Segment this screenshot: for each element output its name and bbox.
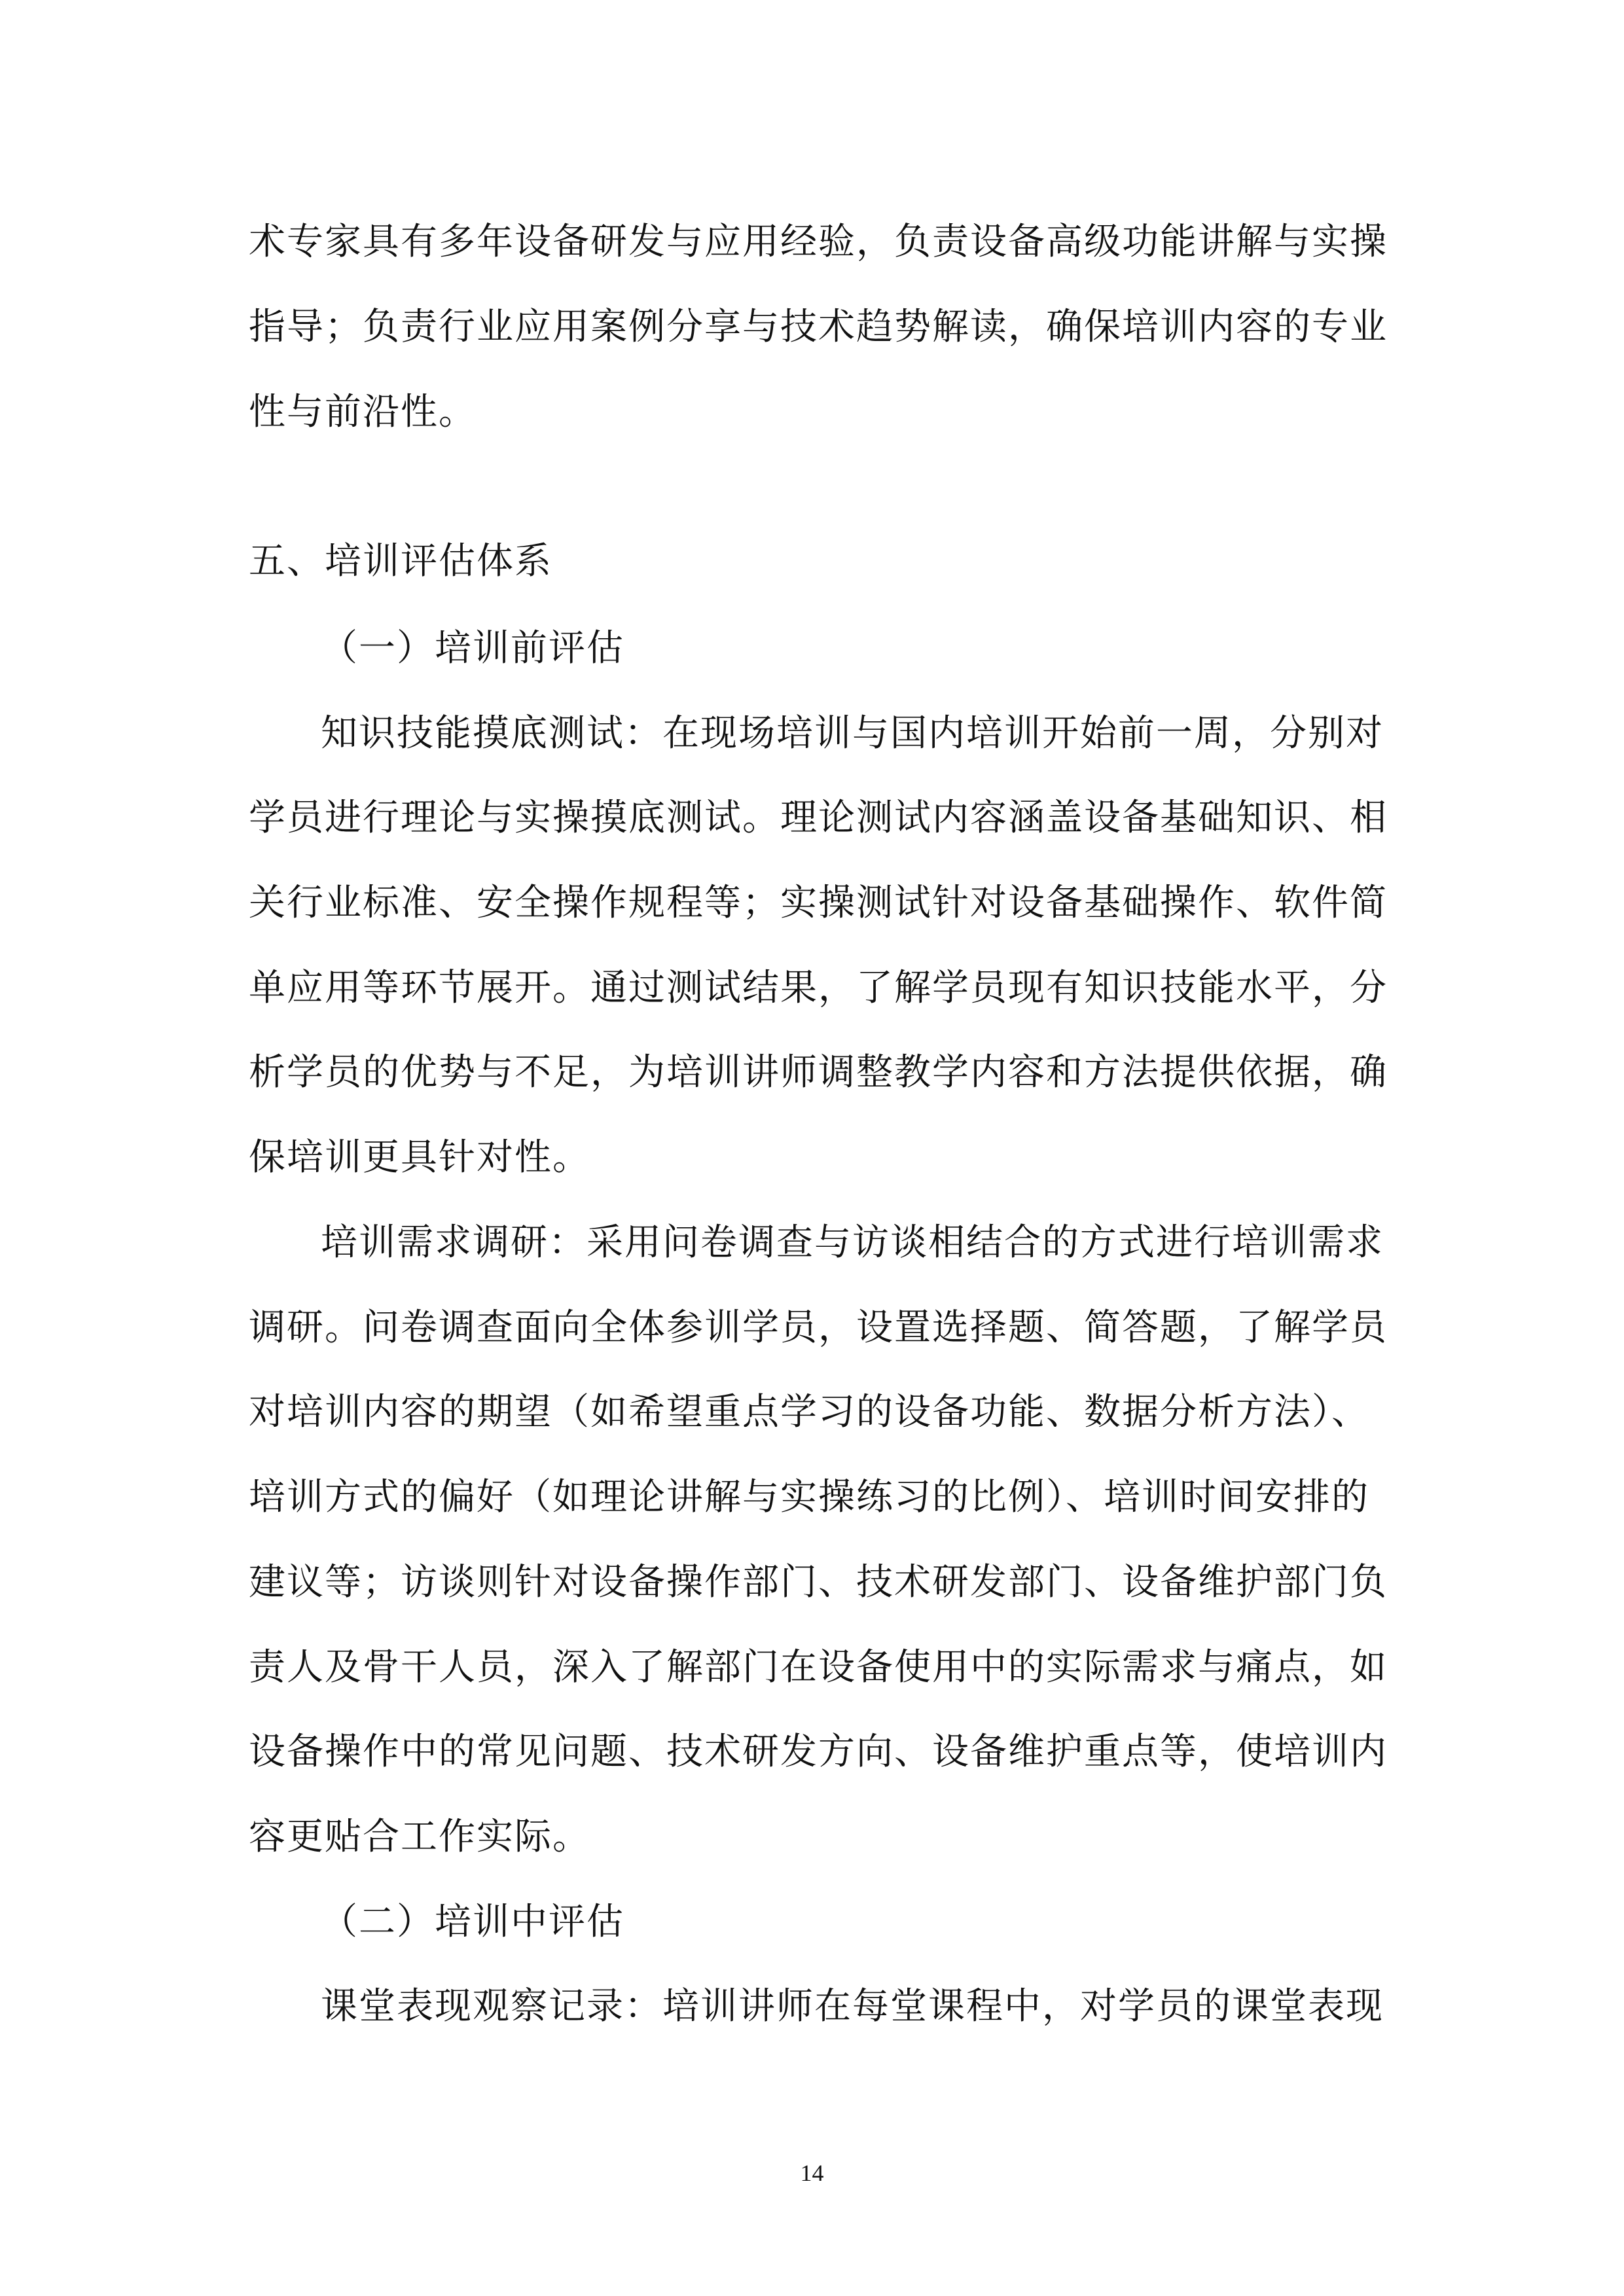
body-text-line: 术专家具有多年设备研发与应用经验，负责设备高级功能讲解与实操 bbox=[249, 221, 1388, 263]
body-text-line: 保培训更具针对性。 bbox=[249, 1136, 590, 1179]
body-text-line: 性与前沿性。 bbox=[249, 391, 477, 433]
body-text-line: 单应用等环节展开。通过测试结果，了解学员现有知识技能水平，分 bbox=[249, 967, 1388, 1009]
subsection-heading: （二）培训中评估 bbox=[321, 1901, 624, 1943]
body-text-line: 课堂表现观察记录：培训讲师在每堂课程中，对学员的课堂表现 bbox=[321, 1985, 1384, 2028]
section-heading: 五、培训评估体系 bbox=[249, 540, 552, 583]
body-text-line: 学员进行理论与实操摸底测试。理论测试内容涵盖设备基础知识、相 bbox=[249, 797, 1388, 839]
body-text-line: 对培训内容的期望（如希望重点学习的设备功能、数据分析方法）、 bbox=[249, 1391, 1369, 1433]
body-text-line: 关行业标准、安全操作规程等；实操测试针对设备基础操作、软件简 bbox=[249, 882, 1388, 924]
body-text-line: 设备操作中的常见问题、技术研发方向、设备维护重点等，使培训内 bbox=[249, 1731, 1388, 1773]
body-text-line: 培训方式的偏好（如理论讲解与实操练习的比例）、培训时间安排的 bbox=[249, 1476, 1369, 1518]
body-text-line: 容更贴合工作实际。 bbox=[249, 1816, 590, 1858]
subsection-heading: （一）培训前评估 bbox=[321, 627, 624, 670]
body-text-line: 调研。问卷调查面向全体参训学员，设置选择题、简答题，了解学员 bbox=[249, 1306, 1388, 1349]
body-text-line: 培训需求调研：采用问卷调查与访谈相结合的方式进行培训需求 bbox=[321, 1221, 1384, 1264]
page-number: 14 bbox=[800, 2160, 824, 2186]
body-text-line: 析学员的优势与不足，为培训讲师调整教学内容和方法提供依据，确 bbox=[249, 1051, 1388, 1094]
body-text-line: 知识技能摸底测试：在现场培训与国内培训开始前一周，分别对 bbox=[321, 712, 1384, 755]
body-text-line: 责人及骨干人员，深入了解部门在设备使用中的实际需求与痛点，如 bbox=[249, 1646, 1388, 1689]
body-text-line: 建议等；访谈则针对设备操作部门、技术研发部门、设备维护部门负 bbox=[249, 1561, 1388, 1604]
body-text-line: 指导；负责行业应用案例分享与技术趋势解读，确保培训内容的专业 bbox=[249, 306, 1388, 348]
